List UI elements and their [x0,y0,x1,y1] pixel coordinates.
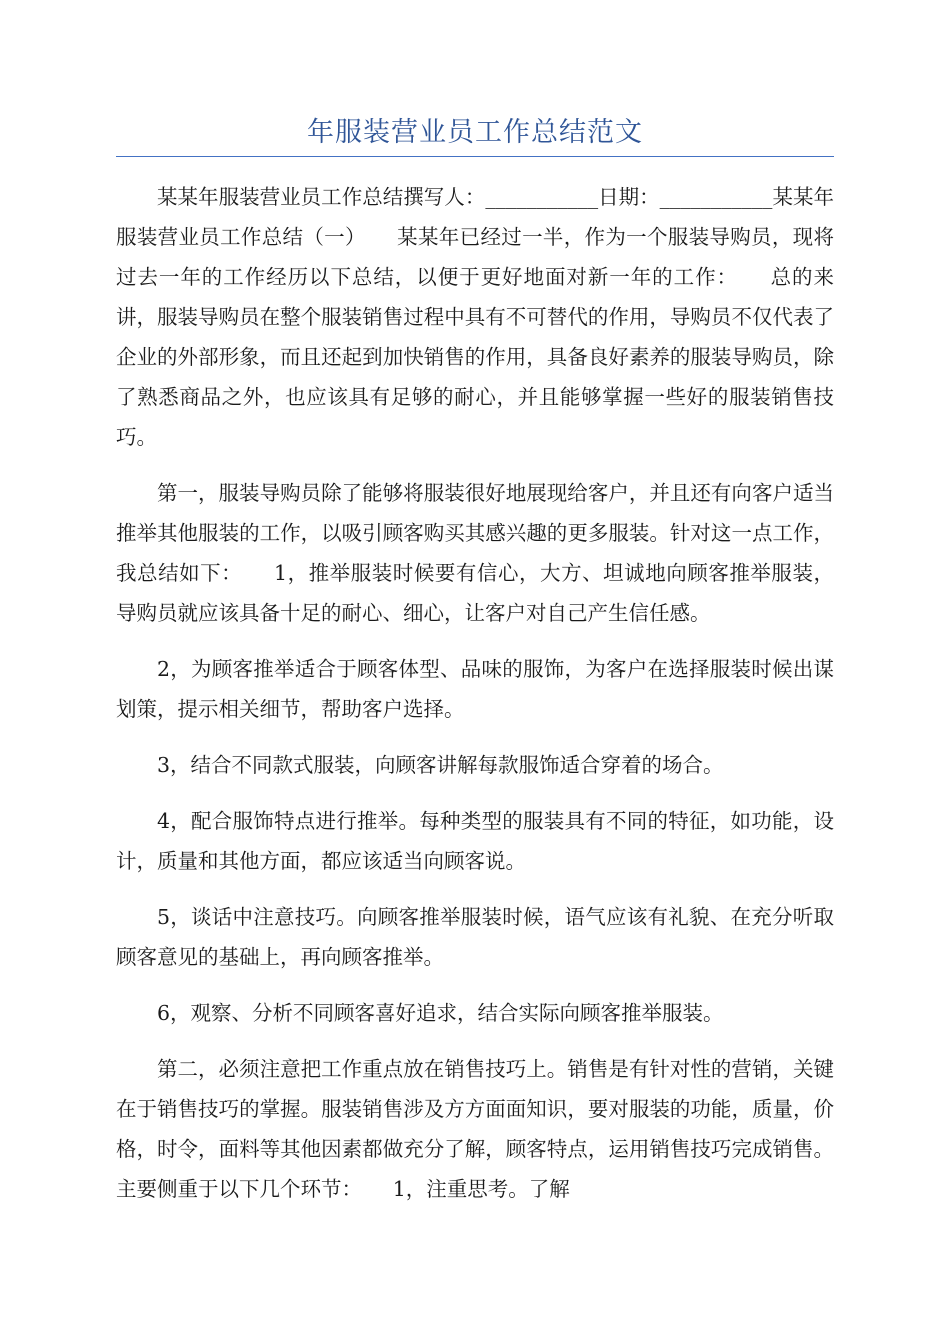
paragraph-item-6: 6，观察、分析不同顾客喜好追求，结合实际向顾客推举服装。 [157,1001,724,1025]
paragraph-first-point: 第一，服装导购员除了能够将服装很好地展现给客户，并且还有向客户适当推举其他服装的工作，以吸引顾客购买其感兴趣的更多服装。针对这一点工作，我总结如下： 1，推举服装时候要有信心，大方、坦诚地向顾客推举服装，导购员就应该具备十足的耐心、细心，让客户对自己产生信任感。 [116,481,834,625]
paragraph-item-5: 5，谈话中注意技巧。向顾客推举服装时候，语气应该有礼貌、在充分听取顾客意见的基础上，再向顾客推举。 [116,905,834,969]
paragraph-intro: 某某年服装营业员工作总结撰写人：___________日期：___________某某年服装营业员工作总结（一） 某某年已经过一半，作为一个服装导购员，现将过去一年的工作经历以下总结，以便于更好地面对新一年的工作： 总的来讲，服装导购员在整个服装销售过程中具有不可替代的作用，导购员不仅代表了企业的外部形象，而且还起到加快销售的作用，具备良好素养的服装导购员，除了熟悉商品之外，也应该具有足够的耐心，并且能够掌握一些好的服装销售技巧。 [116,185,834,449]
paragraph-item-4: 4，配合服饰特点进行推举。每种类型的服装具有不同的特征，如功能，设计，质量和其他方面，都应该适当向顾客说。 [116,809,834,873]
paragraph-item-3: 3，结合不同款式服装，向顾客讲解每款服饰适合穿着的场合。 [157,753,724,777]
paragraph-item-2: 2，为顾客推举适合于顾客体型、品味的服饰，为客户在选择服装时候出谋划策，提示相关细节，帮助客户选择。 [116,657,834,721]
document-page [116,110,834,1225]
paragraph-second-point: 第二，必须注意把工作重点放在销售技巧上。销售是有针对性的营销，关键在于销售技巧的掌握。服装销售涉及方方面面知识，要对服装的功能，质量，价格，时令，面料等其他因素都做充分了解，顾客特点，运用销售技巧完成销售。主要侧重于以下几个环节： 1，注重思考。了解 [116,1057,834,1201]
title-underline [116,156,834,157]
document-title: 年服装营业员工作总结范文 [307,117,643,148]
